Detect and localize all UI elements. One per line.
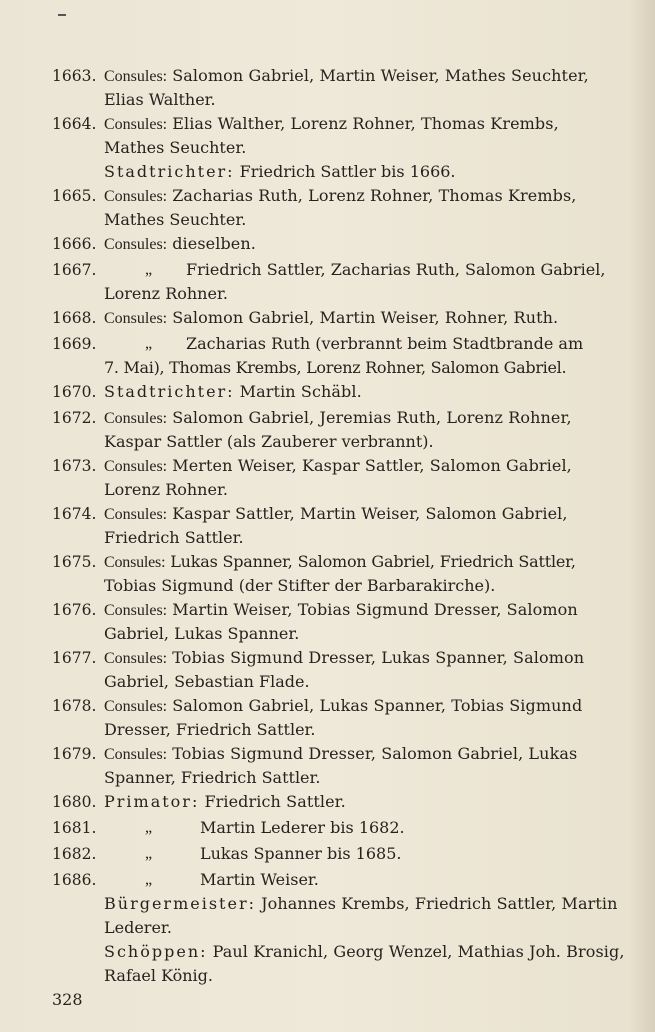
entry-line <box>104 160 456 184</box>
ditto-mark: „ <box>145 261 153 278</box>
entry-line: Rafael König. <box>104 966 213 985</box>
entry-label: Consules: <box>104 188 168 205</box>
entry-line <box>104 646 584 670</box>
entry-line: Gabriel, Sebastian Flade. <box>104 672 310 691</box>
entry-year: 1680. <box>52 793 97 811</box>
entry-label: Consules: <box>104 458 168 475</box>
ditto-mark: „ <box>145 845 153 862</box>
entry-text: Johannes Krembs, Friedrich Sattler, Martin <box>261 894 618 913</box>
entry-year: 1663. <box>52 67 97 85</box>
entry-line: Elias Walther. <box>104 90 216 109</box>
entry-year: 1667. <box>52 261 97 279</box>
entry-text: Tobias Sigmund Dresser, Salomon Gabriel, Lukas <box>172 744 578 763</box>
entry-text: Friedrich Sattler. <box>204 792 346 811</box>
entry-line <box>104 550 576 574</box>
entry-line: Gabriel, Lukas Spanner. <box>104 624 300 643</box>
entry-line: 7. Mai), Thomas Krembs, Lorenz Rohner, Salomon Gabriel. <box>104 358 567 377</box>
entry-line <box>104 306 558 330</box>
entry-text: Zacharias Ruth, Lorenz Rohner, Thomas Krembs, <box>172 186 577 205</box>
ditto-mark: „ <box>145 335 153 352</box>
entry-label: Primator: <box>104 792 200 811</box>
entry-line <box>104 64 589 88</box>
entry-label: Consules: <box>104 650 168 667</box>
entry-line <box>104 790 346 814</box>
entry-label: Consules: <box>104 746 168 763</box>
entry-line <box>104 232 256 256</box>
entry-line: Tobias Sigmund (der Stifter der Barbarakirche). <box>104 576 496 595</box>
entry-year: 1681. <box>52 819 97 837</box>
entry-label: Consules: <box>104 602 168 619</box>
ditto-mark: „ <box>145 819 153 836</box>
entry-line: Martin Weiser. <box>200 870 319 889</box>
entry-line: Zacharias Ruth (verbrannt beim Stadtbrande am <box>186 334 584 353</box>
entry-line <box>104 380 362 404</box>
entry-line <box>104 454 572 478</box>
entry-line: Mathes Seuchter. <box>104 138 247 157</box>
entry-text: Salomon Gabriel, Martin Weiser, Mathes Seuchter, <box>172 66 589 85</box>
entry-year: 1674. <box>52 505 97 523</box>
entry-label: Consules: <box>104 698 168 715</box>
page-number: 328 <box>52 990 83 1009</box>
entry-year: 1669. <box>52 335 97 353</box>
entry-label: Bürgermeister: <box>104 894 256 913</box>
entry-line <box>104 742 577 766</box>
entry-year: 1686. <box>52 871 97 889</box>
entry-line <box>104 406 572 430</box>
entry-year: 1666. <box>52 235 97 253</box>
entry-line: Friedrich Sattler. <box>104 528 244 547</box>
entry-year: 1665. <box>52 187 97 205</box>
entry-line <box>104 112 559 136</box>
entry-line: Lorenz Rohner. <box>104 284 228 303</box>
entry-text: Salomon Gabriel, Martin Weiser, Rohner, Ruth. <box>172 308 559 327</box>
entry-year: 1668. <box>52 309 97 327</box>
entry-line: Friedrich Sattler, Zacharias Ruth, Salomon Gabriel, <box>186 260 606 279</box>
entry-text: Elias Walther, Lorenz Rohner, Thomas Krembs, <box>172 114 559 133</box>
entry-label: Consules: <box>104 310 168 327</box>
entry-year: 1678. <box>52 697 97 715</box>
entry-label: Consules: <box>104 68 168 85</box>
entry-line <box>104 598 578 622</box>
entry-year: 1676. <box>52 601 97 619</box>
entry-line: Mathes Seuchter. <box>104 210 247 229</box>
entry-label: Consules: <box>104 554 166 571</box>
entry-label: Schöppen: <box>104 942 208 961</box>
entry-line <box>104 940 625 964</box>
entry-line <box>104 892 618 916</box>
entry-text: Martin Schäbl. <box>239 382 362 401</box>
entry-label: Consules: <box>104 410 168 427</box>
entry-year: 1672. <box>52 409 97 427</box>
entry-line <box>104 694 582 718</box>
entry-label: Stadtrichter: <box>104 382 235 401</box>
entry-text: Salomon Gabriel, Jeremias Ruth, Lorenz Rohner, <box>172 408 572 427</box>
entry-text: Lukas Spanner, Salomon Gabriel, Friedrich Sattler, <box>170 552 576 571</box>
entry-line: Lorenz Rohner. <box>104 480 228 499</box>
entry-label: Stadtrichter: <box>104 162 235 181</box>
entry-text: Martin Weiser, Tobias Sigmund Dresser, Salomon <box>172 600 578 619</box>
entry-year: 1664. <box>52 115 97 133</box>
ditto-mark: „ <box>145 871 153 888</box>
entry-year: 1677. <box>52 649 97 667</box>
entry-line: Martin Lederer bis 1682. <box>200 818 405 837</box>
entry-text: Merten Weiser, Kaspar Sattler, Salomon Gabriel, <box>172 456 572 475</box>
entry-line: Kaspar Sattler (als Zauberer verbrannt). <box>104 432 434 451</box>
entry-text: Paul Kranichl, Georg Wenzel, Mathias Joh. Brosig, <box>212 942 625 961</box>
entry-line: Spanner, Friedrich Sattler. <box>104 768 321 787</box>
page-mark <box>58 14 66 16</box>
entry-year: 1682. <box>52 845 97 863</box>
entry-year: 1670. <box>52 383 97 401</box>
entry-year: 1675. <box>52 553 97 571</box>
entry-year: 1673. <box>52 457 97 475</box>
entry-line <box>104 184 576 208</box>
entry-line: Lederer. <box>104 918 172 937</box>
entry-text: Tobias Sigmund Dresser, Lukas Spanner, Salomon <box>172 648 585 667</box>
entry-text: Salomon Gabriel, Lukas Spanner, Tobias Sigmund <box>172 696 583 715</box>
entry-label: Consules: <box>104 506 168 523</box>
entry-text: Friedrich Sattler bis 1666. <box>239 162 456 181</box>
entry-text: Kaspar Sattler, Martin Weiser, Salomon Gabriel, <box>172 504 568 523</box>
entry-line <box>104 502 568 526</box>
entry-line: Dresser, Friedrich Sattler. <box>104 720 316 739</box>
entry-year: 1679. <box>52 745 97 763</box>
entry-label: Consules: <box>104 236 168 253</box>
entry-text: dieselben. <box>172 234 256 253</box>
entry-line: Lukas Spanner bis 1685. <box>200 844 402 863</box>
entry-label: Consules: <box>104 116 168 133</box>
